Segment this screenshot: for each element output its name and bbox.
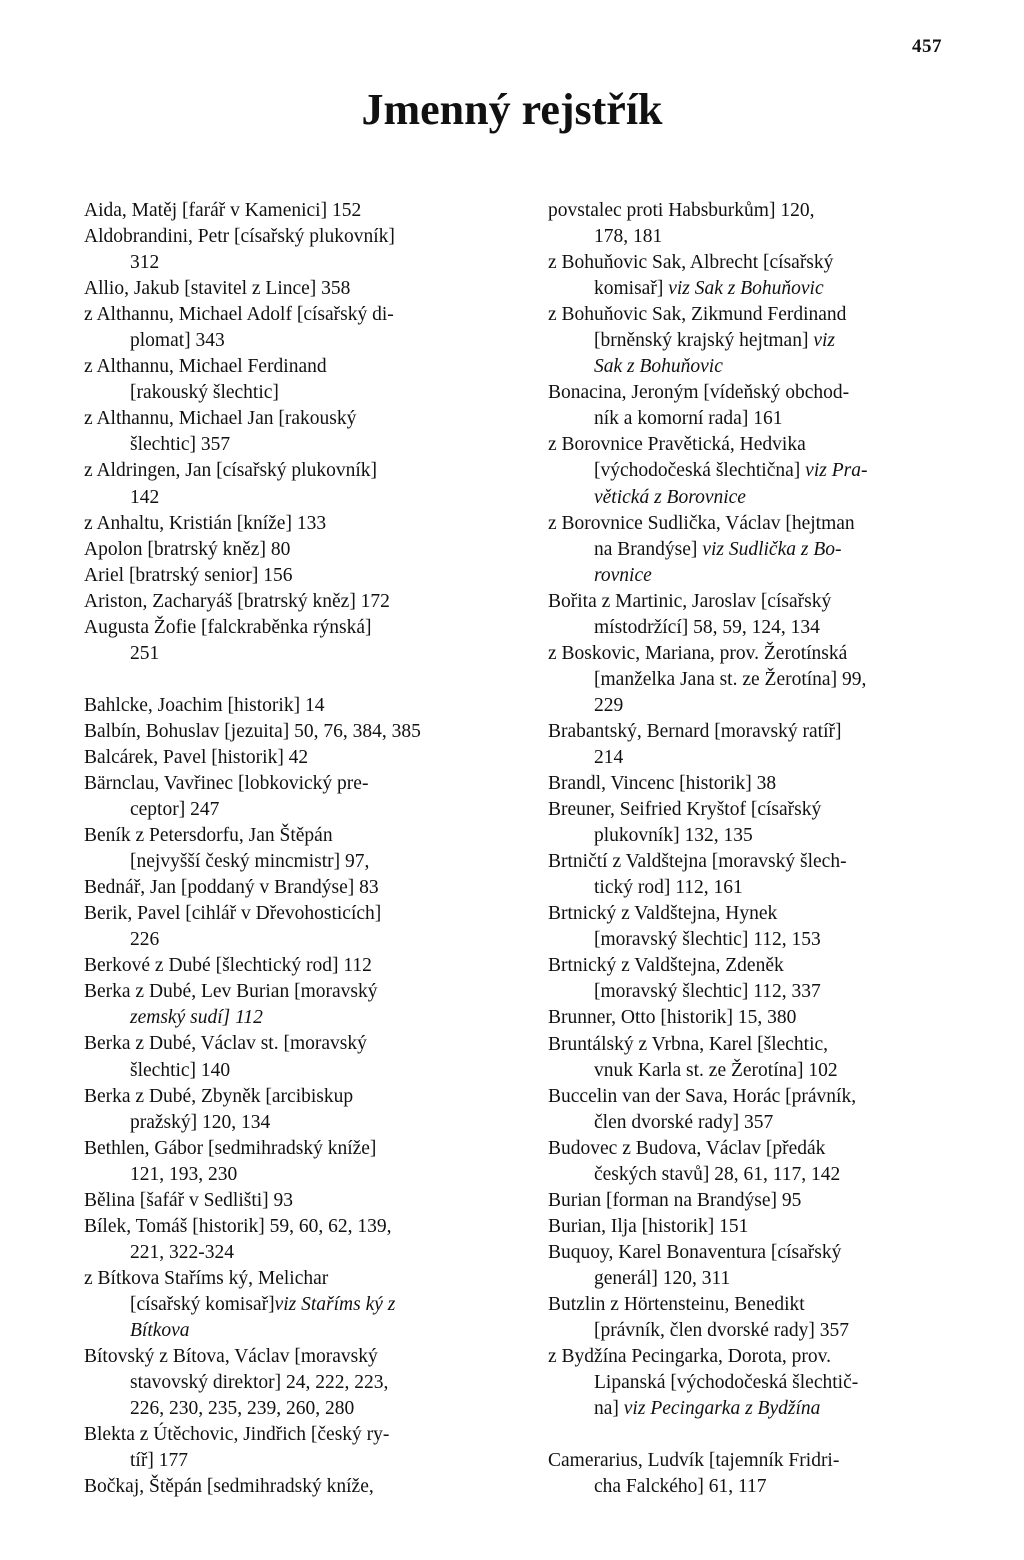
index-entry [548,250,948,302]
index-entry-line: 226, 230, 235, 239, 260, 280 [130,1398,355,1420]
index-entry-line: Brtnický z Valdštejna, Hynek [548,903,778,925]
index-entry-line: 221, 322-324 [130,1241,234,1263]
index-entry-line: [moravský šlechtic] 112, 153 [594,929,821,951]
index-entry [84,1084,484,1136]
index-entry-line: povstalec proti Habsburkům] 120, [548,200,815,221]
index-entry-line: Brtnický z Valdštejna, Zdeněk [548,955,784,977]
index-entry [84,953,484,979]
index-entry [84,1344,484,1422]
index-entry-line: člen dvorské rady] 357 [594,1111,774,1133]
index-entry-line: Bělina [šafář v Sedlišti] 93 [84,1189,294,1211]
index-entry [84,537,484,563]
index-entry-line: [rakouský šlechtic] [130,382,279,404]
index-entry-line: tický rod] 112, 161 [594,877,743,899]
index-entry-line: [manželka Jana st. ze Žerotína] 99, [594,668,867,690]
index-entry [84,771,484,823]
index-entry-line: z Borovnice Pravětická, Hedvika [548,434,806,456]
index-entry-line: Ariston, Zacharyáš [bratrský kněz] 172 [84,590,390,612]
index-entry-line: Brandl, Vincenc [historik] 38 [548,773,777,795]
index-entry-line: [právník, člen dvorské rady] 357 [594,1320,850,1342]
index-entry-line: místodržící] 58, 59, 124, 134 [594,616,820,638]
index-entry-line: 312 [130,252,160,274]
index-entry-line: [moravský šlechtic] 112, 337 [594,981,821,1003]
index-entry-line: Bočkaj, Štěpán [sedmihradský kníže, [84,1476,374,1498]
index-entry [548,511,948,589]
index-entry-line: z Althannu, Michael Jan [rakouský [84,408,357,430]
index-entry [548,1136,948,1188]
index-entry-line: vnuk Karla st. ze Žerotína] 102 [594,1059,838,1081]
index-entry [84,979,484,1031]
index-entry [84,276,484,302]
index-entry-line: Berik, Pavel [cihlář v Dřevohosticích] [84,903,382,925]
index-entry-line: z Bohuňovic Sak, Albrecht [císařský [548,252,834,274]
index-entry [84,511,484,537]
index-entry-line: stavovský direktor] 24, 222, 223, [130,1372,389,1394]
index-entry-line: z Bohuňovic Sak, Zikmund Ferdinand [548,304,847,326]
index-entry [84,615,484,667]
index-entry-line: šlechtic] 140 [130,1059,231,1081]
index-entry-line: ceptor] 247 [130,799,220,821]
index-entry-line: 142 [130,486,160,508]
index-entry-line: Berkové z Dubé [šlechtický rod] 112 [84,955,372,977]
index-entry-line: [východočeská šlechtična] viz Pra- [594,460,868,482]
index-entry-line: Bahlcke, Joachim [historik] 14 [84,694,325,716]
index-entry-line: na Brandýse] viz Sudlička z Bo- [594,538,842,560]
index-entry [84,198,484,224]
index-entry [84,1422,484,1474]
index-entry-line: Blekta z Útěchovic, Jindřich [český ry- [84,1424,390,1446]
index-entry-line: z Bydžína Pecingarka, Dorota, prov. [548,1346,832,1368]
index-entry-line: na] viz Pecingarka z Bydžína [594,1398,821,1420]
index-entry [548,432,948,510]
index-entry-line: Sak z Bohuňovic [594,356,723,378]
index-entry-line: Beník z Petersdorfu, Jan Štěpán [84,825,333,847]
index-entry [548,302,948,380]
index-column-right [548,198,948,1500]
index-entry-line: Apolon [bratrský kněz] 80 [84,538,291,560]
index-entry-line: pražský] 120, 134 [130,1111,271,1133]
index-entry [548,797,948,849]
index-column-left [84,198,484,1500]
index-entry-line: 251 [130,642,160,664]
index-entry-line: Berka z Dubé, Zbyněk [arcibiskup [84,1085,354,1107]
index-entry-line: Augusta Žofie [falckraběnka rýnská] [84,616,372,638]
index-entry-line: Balcárek, Pavel [historik] 42 [84,746,309,768]
index-entry-line: Bednář, Jan [poddaný v Brandýse] 83 [84,877,379,899]
index-entry-line: z Althannu, Michael Ferdinand [84,356,327,378]
index-entry-line: Brunner, Otto [historik] 15, 380 [548,1007,797,1029]
index-entry-line: Buccelin van der Sava, Horác [právník, [548,1085,857,1107]
index-entry-line: tíř] 177 [130,1450,188,1472]
index-entry-line: z Anhaltu, Kristián [kníže] 133 [84,512,327,534]
index-entry [548,641,948,719]
index-entry-line: rovnice [594,564,652,586]
index-entry [84,901,484,953]
index-entry [548,1292,948,1344]
index-entry-line: z Boskovic, Mariana, prov. Žerotínská [548,642,848,664]
index-entry-line: Bítovský z Bítova, Václav [moravský [84,1346,378,1368]
index-entry-line: 178, 181 [594,226,663,248]
index-entry-line: Bořita z Martinic, Jaroslav [císařský [548,590,832,612]
index-entry [548,1032,948,1084]
index-entry-line: větická z Borovnice [594,486,746,508]
index-entry-line: 229 [594,694,624,716]
index-entry-line: komisař] viz Sak z Bohuňovic [594,278,824,300]
index-entry [84,1188,484,1214]
index-entry-line: Brtničtí z Valdštejna [moravský šlech- [548,851,847,873]
index-entry [84,875,484,901]
index-entry [84,823,484,875]
index-entry-line: českých stavů] 28, 61, 117, 142 [594,1163,841,1185]
index-entry [84,458,484,510]
index-entry [548,719,948,771]
index-entry-line: Berka z Dubé, Václav st. [moravský [84,1033,367,1055]
index-entry [84,302,484,354]
index-entry [548,901,948,953]
index-entry [548,198,948,250]
index-entry-line: [nejvyšší český mincmistr] 97, [130,851,370,873]
index-entry [84,1214,484,1266]
index-entry-line: Budovec z Budova, Václav [předák [548,1137,826,1159]
index-entry [548,1214,948,1240]
index-entry-line: ník a komorní rada] 161 [594,408,783,430]
index-entry [548,589,948,641]
index-entry-line: [brněnský krajský hejtman] viz [594,330,835,352]
index-entry [84,589,484,615]
index-entry-line: 121, 193, 230 [130,1163,238,1185]
index-entry-line: [císařský komisař]viz Staříms ký z [130,1293,396,1315]
page-number: 457 [912,36,942,57]
index-entry-line: Ariel [bratrský senior] 156 [84,564,293,586]
index-entry-line: Camerarius, Ludvík [tajemník Fridri- [548,1450,840,1472]
index-entry [84,563,484,589]
index-entry-line: Burian [forman na Brandýse] 95 [548,1189,802,1211]
index-entry-line: zemský sudí] 112 [130,1007,263,1029]
index-entry-line: Lipanská [východočeská šlechtič- [594,1372,859,1394]
index-entry-line: Balbín, Bohuslav [jezuita] 50, 76, 384, 385 [84,720,421,742]
index-entry [84,406,484,458]
index-entry [548,1448,948,1500]
index-entry [84,1266,484,1344]
index-entry-line: cha Falckého] 61, 117 [594,1476,767,1498]
index-entry-line: Aida, Matěj [farář v Kamenici] 152 [84,200,362,221]
index-entry-line: z Althannu, Michael Adolf [císařský di- [84,304,394,326]
index-entry-line: Aldobrandini, Petr [císařský plukovník] [84,226,395,248]
index-entry-line: generál] 120, 311 [594,1267,731,1289]
index-entry-line: Bonacina, Jeroným [vídeňský obchod- [548,382,850,404]
index-entry [548,953,948,1005]
index-entry-line: 214 [594,746,624,768]
index-entry [84,224,484,276]
index-entry-line: Berka z Dubé, Lev Burian [moravský [84,981,378,1003]
index-entry-line: Brabantský, Bernard [moravský ratíř] [548,720,842,742]
index-entry [548,849,948,901]
index-entry-line: Allio, Jakub [stavitel z Lince] 358 [84,278,351,300]
index-entry-line: z Bítkova Staříms ký, Melichar [84,1267,329,1289]
index-entry [84,1474,484,1500]
index-entry-line: Buquoy, Karel Bonaventura [císařský [548,1241,842,1263]
index-entry-line: Butzlin z Hörtensteinu, Benedikt [548,1293,805,1315]
index-entry [548,1344,948,1422]
index-entry [84,1031,484,1083]
index-entry-line: Bruntálský z Vrbna, Karel [šlechtic, [548,1033,829,1055]
index-entry [548,771,948,797]
index-entry [84,354,484,406]
index-entry [84,1136,484,1188]
index-entry [548,380,948,432]
index-entry-line: Breuner, Seifried Kryštof [císařský [548,799,822,821]
index-entry-line: Burian, Ilja [historik] 151 [548,1215,749,1237]
index-entry [548,1084,948,1136]
index-entry-line: plomat] 343 [130,330,225,352]
index-entry [548,1240,948,1292]
index-entry-line: 226 [130,929,160,951]
index-entry-line: Bethlen, Gábor [sedmihradský kníže] [84,1137,377,1159]
index-entry-line: Bítkova [130,1319,190,1341]
index-entry-line: Bärnclau, Vavřinec [lobkovický pre- [84,772,369,794]
page-title: Jmenný rejstřík [361,85,663,134]
index-entry-line: z Borovnice Sudlička, Václav [hejtman [548,512,855,534]
index-entry [548,1005,948,1031]
index-entry-line: šlechtic] 357 [130,434,231,456]
index-entry [84,693,484,719]
index-entry-line: plukovník] 132, 135 [594,825,753,847]
index-entry [84,745,484,771]
index-entry-line: Bílek, Tomáš [historik] 59, 60, 62, 139, [84,1215,392,1237]
index-entry-line: z Aldringen, Jan [císařský plukovník] [84,460,377,482]
index-entry [84,719,484,745]
index-entry [548,1188,948,1214]
